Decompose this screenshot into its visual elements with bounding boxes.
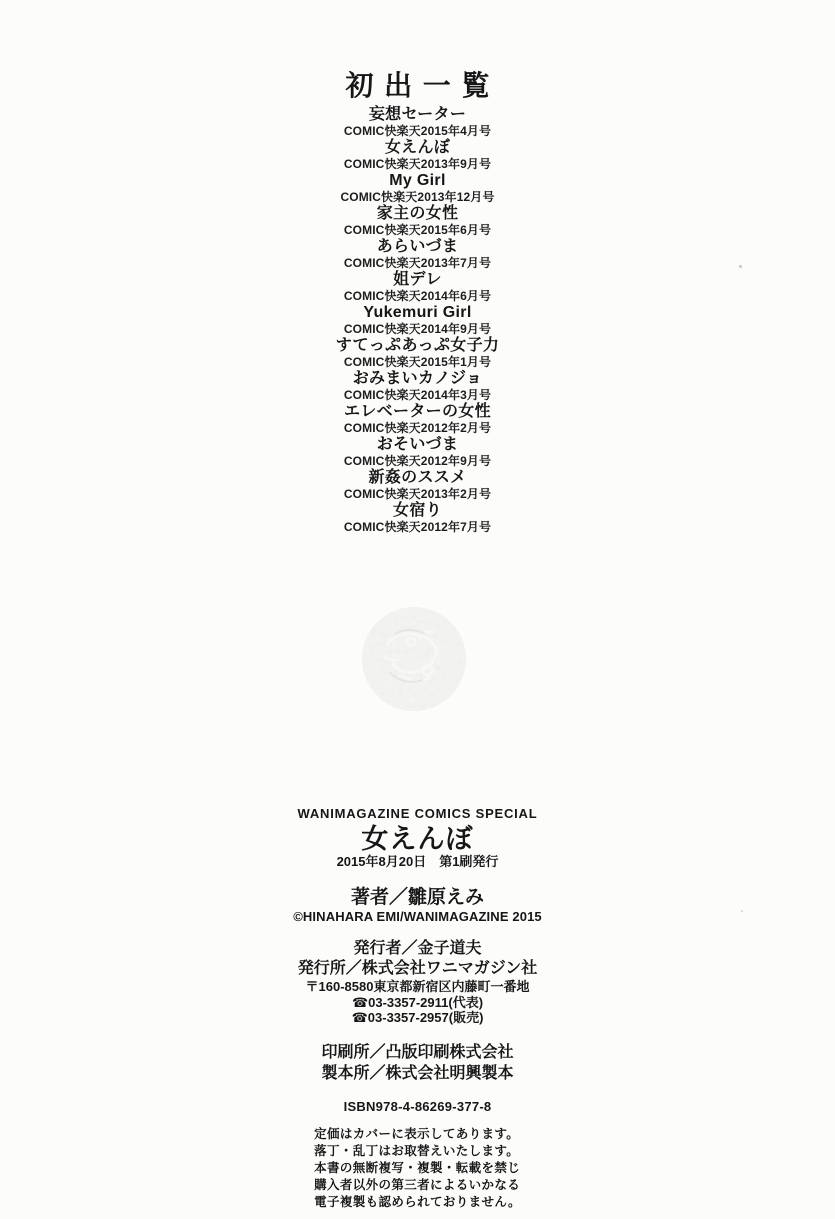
copyright-line: ©HINAHARA EMI/WANIMAGAZINE 2015 bbox=[293, 909, 542, 924]
chapter-source: COMIC快楽天2014年9月号 bbox=[343, 322, 492, 336]
chapter-title: 姐デレ bbox=[393, 271, 442, 288]
chapter-source: COMIC快楽天2013年9月号 bbox=[343, 157, 492, 171]
chapter-title: 妄想セーター bbox=[368, 106, 467, 123]
binder-line: 製本所／株式会社明興製本 bbox=[321, 1065, 514, 1082]
chapter-source: COMIC快楽天2013年12月号 bbox=[340, 190, 495, 204]
legal-notice-block bbox=[314, 1126, 521, 1211]
notice-line: 定価はカバーに表示してあります。 bbox=[314, 1127, 520, 1141]
chapter-title: 女宿り bbox=[393, 502, 442, 519]
notice-line: 落丁・乱丁はお取替えいたします。 bbox=[314, 1144, 520, 1158]
chapter-title: 新姦のススメ bbox=[368, 469, 467, 486]
chapter-source: COMIC快楽天2012年2月号 bbox=[343, 421, 492, 435]
list-item bbox=[0, 271, 835, 303]
chapter-title: Yukemuri Girl bbox=[363, 304, 472, 321]
list-item bbox=[0, 238, 835, 270]
chapter-title: すてっぷあっぷ女子力 bbox=[335, 337, 500, 354]
phone-main-line: ☎03-3357-2911(代表) bbox=[351, 995, 484, 1010]
chapter-source: COMIC快楽天2015年6月号 bbox=[343, 223, 492, 237]
list-item bbox=[0, 502, 835, 534]
first-publication-list bbox=[0, 106, 835, 535]
chapter-source: COMIC快楽天2013年7月号 bbox=[343, 256, 492, 270]
chapter-source: COMIC快楽天2015年1月号 bbox=[343, 355, 492, 369]
list-item bbox=[0, 337, 835, 369]
chapter-title: あらいづま bbox=[376, 238, 459, 255]
colophon-block bbox=[0, 806, 835, 1211]
chapter-title: 家主の女性 bbox=[376, 205, 459, 222]
list-item bbox=[0, 139, 835, 171]
list-item bbox=[0, 469, 835, 501]
list-item bbox=[0, 106, 835, 138]
notice-line: 本書の無断複写・複製・転載を禁じ bbox=[314, 1161, 521, 1175]
series-label: WANIMAGAZINE COMICS SPECIAL bbox=[297, 806, 538, 821]
chapter-title: エレベーターの女性 bbox=[344, 403, 491, 420]
publisher-company: 発行所／株式会社ワニマガジン社 bbox=[297, 960, 538, 977]
chapter-source: COMIC快楽天2014年3月号 bbox=[343, 388, 492, 402]
chapter-title: おそいづま bbox=[376, 436, 459, 453]
list-item bbox=[0, 403, 835, 435]
chapter-title: おみまいカノジョ bbox=[352, 370, 483, 387]
notice-line: 電子複製も認められておりません。 bbox=[314, 1195, 521, 1209]
list-item bbox=[0, 436, 835, 468]
book-title: 女えんぼ bbox=[361, 824, 474, 854]
author-line: 著者／雛原えみ bbox=[350, 887, 484, 908]
isbn-line: ISBN978-4-86269-377-8 bbox=[343, 1099, 492, 1114]
publisher-person: 発行者／金子道夫 bbox=[353, 940, 482, 957]
scan-speck bbox=[741, 910, 743, 912]
chapter-title: My Girl bbox=[389, 172, 446, 189]
scan-speck bbox=[739, 265, 742, 268]
print-run-info: 2015年8月20日 第1刷発行 bbox=[336, 854, 499, 869]
chapter-source: COMIC快楽天2015年4月号 bbox=[343, 124, 492, 138]
publisher-address: 〒160-8580東京都新宿区内藤町一番地 bbox=[305, 979, 530, 994]
list-item bbox=[0, 172, 835, 204]
chapter-source: COMIC快楽天2012年7月号 bbox=[343, 520, 492, 534]
notice-line: 購入者以外の第三者によるいかなる bbox=[314, 1178, 521, 1192]
chapter-title: 女えんぼ bbox=[384, 139, 451, 156]
list-item bbox=[0, 205, 835, 237]
wanimagazine-crocodile-watermark-icon bbox=[359, 604, 469, 714]
list-item bbox=[0, 370, 835, 402]
chapter-source: COMIC快楽天2012年9月号 bbox=[343, 454, 492, 468]
page-title: 初出一覧 bbox=[345, 70, 501, 101]
phone-sales-line: ☎03-3357-2957(販売) bbox=[351, 1010, 484, 1025]
list-item bbox=[0, 304, 835, 336]
chapter-source: COMIC快楽天2014年6月号 bbox=[343, 289, 492, 303]
printer-line: 印刷所／凸版印刷株式会社 bbox=[321, 1044, 514, 1061]
chapter-source: COMIC快楽天2013年2月号 bbox=[343, 487, 492, 501]
